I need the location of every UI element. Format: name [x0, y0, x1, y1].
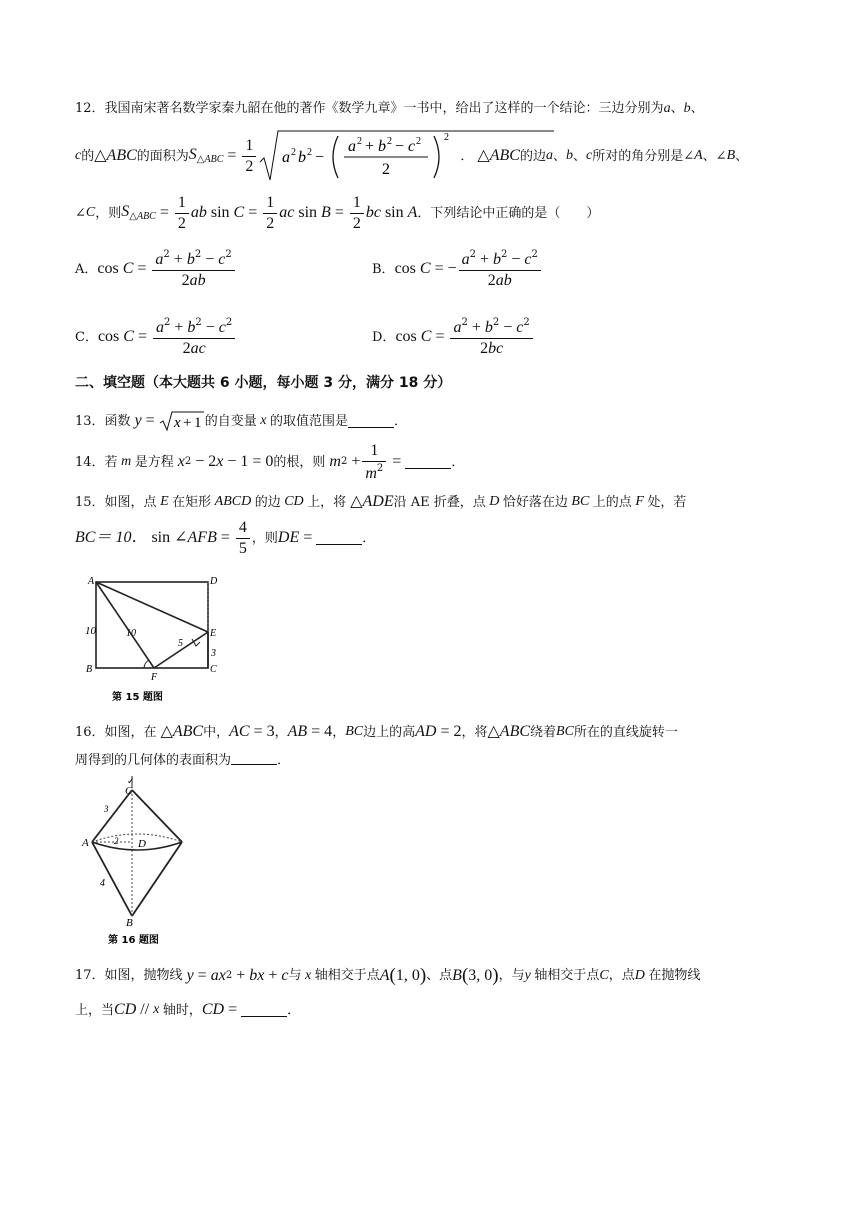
svg-text:E: E	[210, 628, 217, 639]
svg-text:2: 2	[387, 136, 393, 147]
q17-number: 17．	[75, 968, 105, 983]
q16-text: ，	[274, 724, 288, 740]
q17-text: 轴相交于点	[314, 968, 380, 983]
q12-option-c: C． cos C = $\frac{a^2 + b^2 - c^2}{2ac}$	[75, 316, 237, 358]
q12-text: 我国南宋著名数学家秦九韶在他的著作《数学九章》一书中，给出了这样的一个结论：三边分别为	[104, 101, 664, 116]
q16-text: 周得到的几何体的表面积为	[75, 753, 232, 768]
sqrt-x-plus-1	[159, 410, 205, 432]
q17-text: 、点	[426, 968, 453, 983]
q12-line3: ∠ C ，则 $S_{\triangle ABC}$ = $\frac{1}{2}$ ab sin C = $\frac{1}{2}$ ac sin B = $\frac{1}{2}$ bc sin A ．下列结论中正确的是（ ）	[75, 193, 600, 232]
svg-text:2: 2	[357, 136, 363, 147]
q17-text: ．	[287, 1002, 301, 1018]
q12-sep: 、	[552, 148, 566, 164]
q17-text: 轴相交于点	[534, 968, 600, 983]
figure-15	[82, 576, 222, 706]
q14-text: ．	[451, 454, 465, 470]
option-label: B．	[372, 261, 395, 277]
q17-text: 在抛物线	[648, 968, 701, 983]
q15-text: 如图，点	[104, 494, 157, 510]
svg-text:2: 2	[307, 147, 313, 158]
q12-line1: 12．我国南宋著名数学家秦九韶在他的著作《数学九章》一书中，给出了这样的一个结论：三边分别为a、b、	[75, 101, 704, 116]
q16-text: 如图，在	[104, 724, 157, 740]
figure-15-caption: 第 15 题图	[112, 692, 163, 703]
answer-blank[interactable]	[316, 532, 362, 545]
q12-sep: 、	[690, 101, 704, 116]
svg-text:a: a	[282, 149, 291, 166]
svg-text:b: b	[378, 138, 387, 155]
figure-16	[80, 774, 190, 950]
option-label: C．	[75, 329, 98, 345]
answer-blank[interactable]	[348, 415, 394, 428]
q14: 14． 若 m 是方程 x 2 − 2 x − 1 = 0 的根，则 m 2 + $\frac{1}{m^2}$ = ．	[75, 441, 465, 482]
q15-given-bc: BC＝ 10．	[75, 529, 148, 546]
svg-text:3: 3	[104, 804, 109, 814]
option-label: D．	[372, 329, 396, 345]
svg-text:B: B	[126, 917, 133, 929]
q15-text: ．	[362, 530, 376, 546]
q12-option-d: D． cos C = $\frac{a^2 + b^2 - c^2}{2bc}$	[372, 316, 535, 358]
svg-text:c: c	[408, 138, 416, 155]
svg-text:−: −	[315, 149, 325, 166]
q14-text: 是方程	[134, 454, 174, 470]
svg-text:5: 5	[178, 638, 183, 649]
svg-text:+: +	[365, 138, 375, 155]
svg-text:C: C	[125, 785, 133, 797]
q12-text: ，则	[95, 205, 122, 221]
q17-text: 上，当	[75, 1002, 115, 1018]
svg-text:A: A	[88, 576, 95, 587]
svg-text:4: 4	[100, 878, 105, 889]
q17-text: 与	[288, 968, 302, 983]
answer-blank[interactable]	[405, 456, 451, 469]
svg-text:2: 2	[114, 836, 119, 846]
q13-text: 的取值范围是	[269, 413, 348, 429]
q16-text: ．	[277, 753, 291, 768]
q16-line1: 16． 如图，在 △ ABC 中， AC = 3 ， AB = 4 ， BC 边上的高 AD = 2 ，将 △ ABC 绕着 BC 所在的直线旋转一	[75, 723, 678, 740]
svg-text:C: C	[210, 664, 217, 675]
q16-text: ，	[332, 724, 346, 740]
q17-line2: 上，当 CD // x 轴时， CD = ．	[75, 1001, 301, 1018]
svg-text:1: 1	[193, 415, 202, 431]
q15-text: 在矩形	[172, 494, 212, 510]
heron-formula: $S_{\triangle ABC}$	[188, 146, 224, 165]
q17-line1: 17． 如图，抛物线 y = ax 2 + bx + c 与 x 轴相交于点 A ( 1, 0 ) 、点 B ( 3, 0 ) ，与 y 轴相交于点 C ，点 D 在抛物线	[75, 965, 701, 986]
q16-text: 中，	[203, 724, 230, 740]
q15-number: 15．	[75, 494, 105, 510]
q12-text: ∠	[75, 205, 86, 221]
q15-text: 恰好落在边	[502, 494, 568, 510]
q12-option-b: B． cos C = − $\frac{a^2 + b^2 - c^2}{2ab}$	[372, 248, 543, 290]
svg-text:2: 2	[382, 161, 391, 178]
q15-text: 的边	[254, 494, 281, 510]
q16-line2	[75, 752, 290, 767]
q12-option-a: A． cos C = $\frac{a^2 + b^2 - c^2}{2ab}$	[75, 248, 237, 290]
option-label: A．	[75, 261, 98, 277]
q14-number: 14．	[75, 454, 105, 470]
q12-number: 12．	[75, 101, 105, 116]
q13: 13． 函数 y = x + 1 的自变量 x 的取值范围是 ．	[75, 412, 407, 431]
svg-text:2: 2	[416, 136, 422, 147]
q12-text: 的面积为	[136, 148, 189, 164]
q12-text: ．下列结论中正确的是（ ）	[417, 205, 600, 221]
q12-line2: c 的 △ ABC 的面积为 $S_{\triangle ABC}$ = $\frac{1}{2}$ a 2 b 2 − a 2 + b 2 − c 2 2 2 ． △ ABC 的边 a 、 b 、 c 所对的角分别是∠ A 、∠ B 、	[75, 128, 748, 184]
svg-text:2: 2	[291, 147, 297, 158]
q15-text: 处，若	[647, 494, 687, 510]
q15-text: 沿 AE 折叠，点	[393, 494, 486, 510]
svg-text:F: F	[151, 672, 158, 683]
svg-text:✓: ✓	[127, 776, 135, 786]
q16-number: 16．	[75, 724, 105, 740]
svg-text:b: b	[298, 149, 307, 166]
q12-sep: 、	[572, 148, 586, 164]
q15-line2: BC＝ 10． sin ∠ AFB = $\frac{4}{5}$ ，则 DE = ．	[75, 518, 376, 557]
svg-text:a: a	[348, 138, 357, 155]
q16-text: 所在的直线旋转一	[573, 724, 678, 740]
svg-text:A: A	[82, 837, 89, 849]
q16-text: ，将	[461, 724, 488, 740]
q17-text: 如图，抛物线	[104, 968, 183, 983]
q13-number: 13．	[75, 413, 105, 429]
svg-text:−: −	[395, 138, 405, 155]
svg-text:10: 10	[85, 625, 96, 637]
q12-text: 的边	[519, 148, 546, 164]
svg-text:D: D	[210, 576, 218, 587]
answer-blank[interactable]	[241, 1004, 287, 1017]
svg-text:+: +	[182, 415, 192, 431]
q16-text: 绕着	[530, 724, 557, 740]
q12-text: 、∠	[702, 148, 727, 164]
q15-line1: 15． 如图，点 E 在矩形 ABCD 的边 CD 上，将 △ ADE 沿 AE 折叠，点 D 恰好落在边 BC 上的点 F 处，若	[75, 493, 687, 510]
svg-text:D: D	[138, 838, 146, 850]
svg-text:B: B	[86, 664, 93, 675]
q14-text: 的根，则	[273, 454, 326, 470]
q13-text: 函数	[104, 413, 131, 429]
section-title: 二、填空题（本大题共 6 小题，每小题 3 分，满分 18 分）	[75, 375, 452, 391]
figure-16-caption: 第 16 题图	[108, 935, 159, 946]
q17-text: 轴时，	[162, 1002, 202, 1018]
svg-text:x: x	[173, 415, 181, 431]
q13-text: 的自变量	[204, 413, 257, 429]
q12-text: ．	[460, 148, 474, 164]
svg-text:3: 3	[211, 648, 216, 659]
svg-text:2: 2	[444, 132, 450, 143]
q12-sep: 、	[670, 101, 684, 116]
q13-text: ．	[393, 413, 407, 429]
q14-text: 若	[104, 454, 118, 470]
q15-text: 上的点	[592, 494, 632, 510]
q15-text: ，则	[251, 530, 278, 546]
answer-blank[interactable]	[231, 752, 277, 765]
q16-text: 边上的高	[363, 724, 416, 740]
q12-text: 的	[81, 148, 95, 164]
q17-text: ，与	[498, 968, 525, 983]
q12-sep: 、	[735, 148, 749, 164]
svg-text:10: 10	[126, 628, 136, 639]
q17-text: ，点	[608, 968, 635, 983]
q12-text: 所对的角分别是∠	[592, 148, 695, 164]
q15-text: 上，将	[307, 494, 347, 510]
